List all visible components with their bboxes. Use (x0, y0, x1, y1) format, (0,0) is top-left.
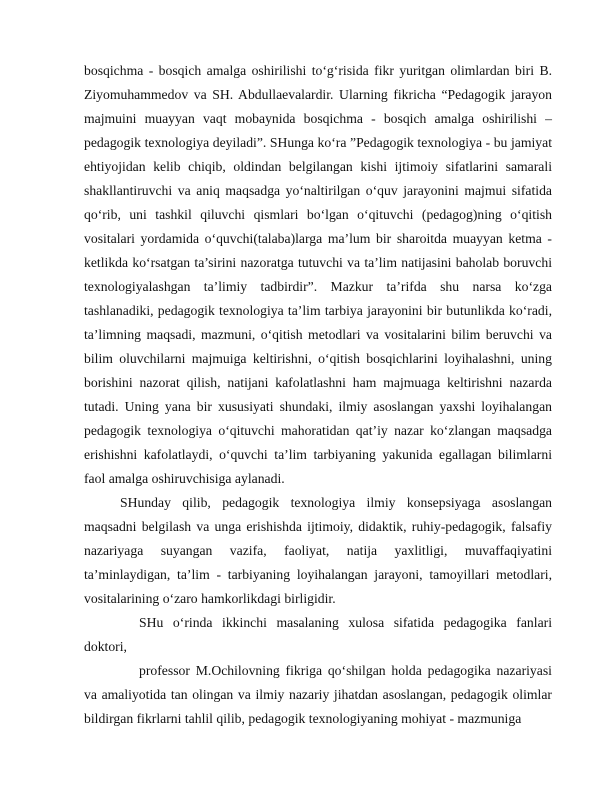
paragraph-4: professor M.Ochilovning fikriga qo‘shilgan holda pedagogika nazariyasi va amaliyotida tan olingan va ilmiy nazariy jihatdan asoslangan, pedagogik olimlar bildirgan fikrlarni tahlil qilib, pedagogik texnologiyaning mohiyat - mazmuniga (84, 663, 552, 726)
paragraph-1: bosqichma - bosqich amalga oshirilishi to‘g‘risida fikr yuritgan olimlardan biri B. Ziyomuhammedov va SH. Abdullaevalardir. Ularning fikricha “Pedagogik jarayon majmuini muayyan vaqt mobaynida bosqichma - bosqich amalga oshirilishi – pedagogik texnologiya deyiladi”. SHunga ko‘ra ”Pedagogik texnologiya - bu jamiyat ehtiyojidan kelib chiqib, oldindan belgilangan kishi ijtimoiy sifatlarini samarali shakllantiruvchi va aniq maqsadga yo‘naltirilgan o‘quv jarayonini majmui sifatida qo‘rib, uni tashkil qiluvchi qismlari bo‘lgan o‘qituvchi (pedagog)ning o‘qitish vositalari yordamida o‘quvchi(talaba)larga ma’lum bir sharoitda muayyan ketma - ketlikda ko‘rsatgan ta’sirini nazoratga tutuvchi va ta’lim natijasini baholab boruvchi texnologiyalashgan ta’limiy tadbirdir”. Mazkur ta’rifda shu narsa ko‘zga tashlanadiki, pedagogik texnologiya ta’lim tarbiya jarayonini bir butunlikda ko‘radi, ta’limning maqsadi, mazmuni, o‘qitish metodlari va vositalarini bilim beruvchi va bilim oluvchilarni majmuiga keltirishni, o‘qitish bosqichlarini loyihalashni, uning borishini nazorat qilish, natijani kafolatlashni ham majmuaga keltirishni nazarda tutadi. Uning yana bir xususiyati shundaki, ilmiy asoslangan yaxshi loyihalangan pedagogik texnologiya o‘qituvchi mahoratidan qat’iy nazar ko‘zlangan maqsadga erishishni kafolatlaydi, o‘quvchi ta’lim tarbiyaning yakunida egallagan bilimlarni faol amalga oshiruvchisiga aylanadi. (84, 63, 552, 486)
document-page (84, 59, 552, 731)
paragraph-2: SHunday qilib, pedagogik texnologiya ilmiy konsepsiyaga asoslangan maqsadni belgilash va unga erishishda ijtimoiy, didaktik, ruhiy-pedagogik, falsafiy nazariyaga suyangan vazifa, faoliyat, natija yaxlitligi, muvaffaqiyatini ta’minlaydigan, ta’lim - tarbiyaning loyihalangan jarayoni, tamoyillari metodlari, vositalarining o‘zaro hamkorlikdagi birligidir. (84, 495, 552, 606)
paragraph-3: SHu o‘rinda ikkinchi masalaning xulosa sifatida pedagogika fanlari doktori, (84, 615, 552, 654)
